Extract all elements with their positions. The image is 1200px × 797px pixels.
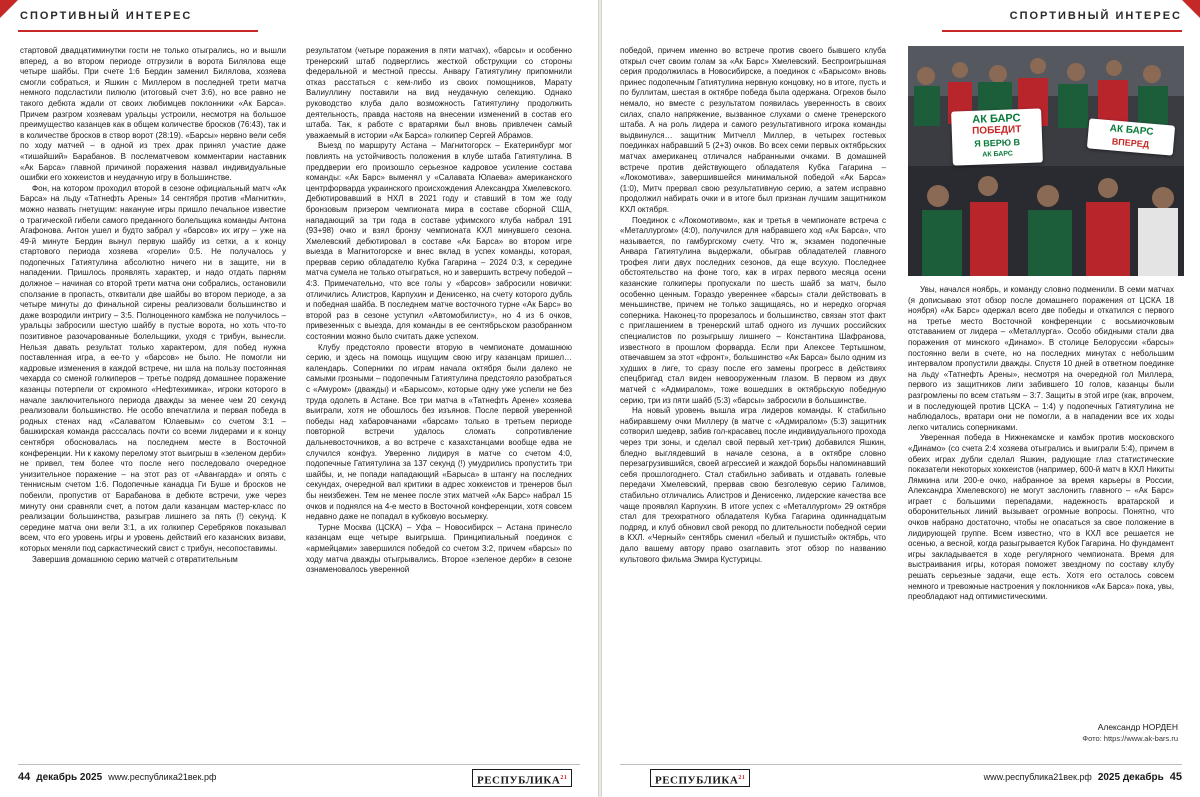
issue-date: 2025 декабрь — [1097, 771, 1164, 783]
paragraph: Поединок с «Локомотивом», как и третья в чемпионате встреча с «Металлургом» (4:0), получился для набравшего ход «Ак Барса», что называется, по гамбургскому счету. Что ж, экзамен подопечные Анвара Гатиятулина выдержали, обыграв обладателей главного трофея лиги двух последних сезонов, да еще всухую. Последнее обстоятельство на фоне того, как в играх первого месяца осени казанские голкиперы пропускали по шесть шайб за матч, было особенно ценным. Гораздо увереннее «барсы» стали действовать в меньшинстве, причем не только защищаясь, но и нередко огорчая соперника. Наконец-то прорезалось и большинство, связан этот факт с приглашением в тренерский штаб одного из лучших российских специалистов по розыгрышу лишнего – Константина Шафранова, известного в прошлом форварда. Если при Алексее Тертышном, отвечавшем за этот «фронт», большинство «Ак Барса» было одним из худших в лиге, то сразу после его замены прогресс в действиях спецбригад стал виден невооруженным глазом. В первом из двух матчей с «Адмиралом», тоже вошедших в октябрьскую победную серию, три из пяти шайб (5:3) «барсы» забросили в большинстве. — [620, 215, 886, 405]
footer-right — [984, 771, 1182, 783]
page-number: 44 — [18, 771, 31, 783]
author-name: Александр НОРДЕН — [1097, 722, 1178, 732]
site-url[interactable]: www.республика21век.рф — [108, 772, 217, 782]
paragraph: Клубу предстояло провести вторую в чемпионате домашнюю серию, и здесь на помощь ищущим свою игру казанцам пришел… календарь. Соперники по играм начала октября были далеко не самыми грозными – подопечным Гатиятулина предстояло разобраться с «Амуром» (дважды) и «Барысом», которые одну уже успели не без труда одолеть в Астане. Все три матча в «Татнефть Арене» хозяева выиграли, хотя не обошлось без изъянов. После первой уверенной победы над хабаровчанами «барсам» только в третьем периоде повторной встречи удалось сломать сопротивление дальневосточников, а во встрече с казахстанцами вообще едва не случился конфуз. Уверенно лидируя в матче со счетом 4:0, подопечные Гатиятулина за 137 секунд (!) умудрились пропустить три шайбы, и, не попади нападающий «Барыса» в штангу на последних секундах, очередной вал критики в адрес хоккеистов и тренеров был бы неизбежен. Тем не менее после этих матчей «Ак Барс» набрал 15 очков и поднялся на 4-е место в Восточной конференции, хотя совсем недавно даже не попадал в кубковую восьмерку. — [306, 342, 572, 522]
brand-name: РЕСПУБЛИКА — [477, 774, 561, 787]
article-column-1 — [20, 46, 286, 750]
article-column-4 — [908, 285, 1174, 705]
sign-line: Я ВЕРЮ В — [974, 137, 1021, 149]
sign-line: ВПЕРЕД — [1111, 136, 1150, 150]
photo-credit: Фото: https://www.ak-bars.ru — [1082, 734, 1178, 743]
rubric-underline — [18, 30, 258, 32]
crowd-illustration — [908, 46, 1184, 276]
sign-line: ПОБЕДИТ — [971, 124, 1022, 137]
brand-logo — [650, 769, 750, 787]
footer-divider — [18, 764, 580, 765]
sign-line: АК БАРС — [972, 112, 1021, 126]
paragraph: Фон, на котором проходил второй в сезоне официальный матч «Ак Барса» на льду «Татнефть Арены» 14 сентября против «Магнитки», можно назвать гнетущим: накануне игры пришло печальное известие о трагической гибели самого преданного болельщика команды Антона Агафонова. Антон ушел и будто забрал у «барсов» их игру – уже на 49-й минуте Бердин вынул первую шайбу из сетки, а к концу стартового периода хозяева «горели» 0:5. Не получалось у подопечных Гатиятулина абсолютно ничего ни в защите, ни в нападении. Пришлось проявлять характер, и надо отдать парням должное – начиная со второй трети матча они собрались, остановили сползание в пропасть, отквитали две шайбы во втором периоде, а за четыре минуты до финальной сирены реализовали большинство и даже возродили интригу – 3:5. Полноценного камбэка не получилось – уральцы забросили шестую шайбу в пустые ворота, но хоть что-то позитивное разочарованные болельщики, уходя с трибун, вынесли. Нельзя давать результат только характером, для побед нужна поставленная игра, а ее-то у «барсов» не было. Не помогли ни кадровые изменения в каждой встрече, ни шла на пользу постоянная чехарда со сменой голкиперов – третье подряд домашнее поражение казанцы потерпели от скромного «Нефтехимика», игроки которого в начале заключительного периода дважды за менее чем 20 секунд реализовали большинство. Не особо впечатлила и первая победа в родных стенах над «Салаватом Юлаевым» со счетом 3:1 – башкирская команда расссалась почти со всеми лидерами и к концу сентября обосновалась на последнем месте в Восточной конференции. Ни к какому перелому этот выигрыш в «зеленом дерби» не привел, тем более что после него последовало очередное унизительное поражение – на этот раз от «Авангарда» и опять с теннисным счетом 1:6. Подопечные канадца Ги Буше и бросков не побеили, пропустив от Барабанова в дебюте встречи, уже через минуту они сравняли счет, а потом дали казанцам мастер-класс по реализации большинства, разыграв лишнего за пять (!) секунд. К середине матча они вели 3:1, а их голкипер Серебряков показывал всем, что его уровень игры и уровень действий его казанских визави, которых меняли под саркастический свист с трибун, несопоставимы. — [20, 183, 286, 553]
brand-logo — [472, 769, 572, 787]
sign-line: АК БАРС — [982, 150, 1014, 159]
paragraph: На новый уровень вышла игра лидеров команды. К стабильно набиравшему очки Миллеру (в матче с «Адмиралом» (5:3) защитник сотворил шедевр, забив гол-красавец после индивидуального прохода через три зоны, и сделал свой первый хет-трик) добавился Яшкин, бледно выглядевший в начале сезона, а в октябре словно перезагрузившийся, своей агрессией и жаждой борьбы напоминавший себя прошлогоднего. Стал стабильно забивать и отдавать голевые передачи Хмелевский, прервав свою безголевую серию Галимов, стабильно отличались Алистров и Денисенко, лидерские качества все чаще проявлял Карпухин. В итоге успех с «Металлургом» 29 октября стал для трехкратного обладателя Кубка Гагарина одиннадцатым подряд, и клуб обновил свой рекорд по длительности победной серии в КХЛ. «Черный» сентябрь сменил «белый и пушистый» октябрь, что дало вашему автору право озаглавить этот обзор по названию культового фильма Эмира Кустурицы. — [620, 406, 886, 564]
right-page — [602, 0, 1200, 797]
paragraph: стартовой двадцатиминутки гости не только отыгрались, но и вышли вперед, а во втором периоде отгрузили в ворота Билялова еще четыре шайбы. При счете 1:6 Бердин заменил Билялова, хозяева смогли собраться, и Яшкин с Миллером в последней трети матча немного подсластили пилюлю (итоговый счет 3:6), но все равно не такого дебюта ждали от своих любимцев поклонники «Ак Барса». Причем разгром хозяевам уральцы устроили, несмотря на большое преимущество казанцев как в общем количестве бросков (76:43), так и в количестве бросков в створ ворот (28:19). «Барсы» нервно вели себя по ходу матчей – в одной из трех драк принял участие даже «тишайший» Барабанов. В послематчевом комментарии наставник «Ак Барса» главной причиной поражения назвал индивидуальные ошибки его хоккеистов и неудачную игру в большинстве. — [20, 46, 286, 183]
paragraph: Выезд по маршруту Астана – Магнитогорск – Екатеринбург мог повлиять на устойчивость положения в клубе штаба Гатиятулина. В преддверии его произошло серьезное кадровое усиление состава команды: «Ак Барс» выменял у «Салавата Юлаева» американского центрфорварда украинского происхождения Александра Хмелевского. Дебютировавший в НХЛ в 2021 году и ставший в том же году бронзовым призером чемпионата мира в составе сборной США, нападающий за три года в составе уфимского клуба набрал 191 (93+98) очко и взял бронзу чемпионата КХЛ минувшего сезона. Хмелевский дебютировал в составе «Ак Барса» во втором игре выезда в Магнитогорске и внес вклад в успех команды, которая, прервав серию обладателю Кубка Гагарина – 2024 0:3, к середине матча сумела не только отыграться, но и завершить встречу победой – 4:3. Примечательно, что все голы у «барсов» забросили новички: отличились Алистров, Карпухин и Денисенко, на счету которого дубль и победная шайба. В последнем матче восточного турне «Ак Барс» во второй раз в сезоне уступил «Автомобилисту», но 4 из 6 очков, привезенных с выезда, для команды в ее сентябрьском разобранном состоянии можно было считать даже успехом. — [306, 141, 572, 342]
footer-left — [18, 771, 216, 783]
issue-date: декабрь 2025 — [36, 771, 103, 783]
fan-sign-believe — [951, 108, 1043, 165]
rubric-title: СПОРТИВНЫЙ ИНТЕРЕС — [1009, 10, 1182, 22]
article-column-2 — [306, 46, 572, 750]
paragraph: Турне Москва (ЦСКА) – Уфа – Новосибирск – Астана принесло казанцам еще четыре выигрыша. Принципиальный поединок с «армейцами» завершился победой со счетом 3:2, причем «барсы» по ходу матча дважды отыгрывались. Второе «зеленое дерби» в сезоне ознаменовалось уверенной — [306, 522, 572, 575]
article-signature — [908, 722, 1178, 744]
fans-photo — [908, 46, 1184, 276]
brand-age: 21 — [560, 775, 568, 781]
paragraph: Завершив домашнюю серию матчей с отвратительным — [32, 554, 238, 564]
site-url[interactable]: www.республика21век.рф — [983, 772, 1092, 782]
footer-divider — [620, 764, 1182, 765]
rubric-title: СПОРТИВНЫЙ ИНТЕРЕС — [20, 10, 193, 22]
paragraph: результатом (четыре поражения в пяти матчах), «барсы» и особенно тренерский штаб подверглись жесткой обструкции со стороны федеральной и местной прессы. Анвару Гатиятулину припомнили отказ расстаться с кем-либо из своих помощников, Марату Валиуллину поставили на вид неудачную селекцию. Однако руководство клуба дало возможность Гатиятулину продолжить деятельность, правда настояв на внесении изменений в состав его штаба. Так, к работе с вратарями был вновь привлечен самый уважаемый в истории «Ак Барса» голкипер Сергей Абрамов. — [306, 46, 572, 140]
corner-accent — [1182, 0, 1200, 18]
brand-name: РЕСПУБЛИКА — [655, 774, 739, 787]
article-column-3 — [620, 46, 886, 750]
brand-age: 21 — [738, 775, 746, 781]
rubric-underline — [942, 30, 1182, 32]
paragraph: Уверенная победа в Нижнекамске и камбэк против московского «Динамо» (со счета 2:4 хозяева отыгрались и выиграли 5:4), причем в обеих играх дубли сделал Яшкин, радующие глаз статистические показатели некоторых хоккеистов (например, 600-й матч в КХЛ Никиты Лямкина или 200-е очко, набранное за время карьеры в России, Александра Хмелевского) не могут заслонить главного – «Ак Барс» играет с большими перепадами, надежность вратарской и оборонительных линий вызывает огромные вопросы. Понятно, что очков набрано достаточно, чтобы не опасаться за свое положение в лидирующей группе. Всем известно, что в КХЛ все решается не осенью, а весной, когда разыгрывается Кубок Гагарина. Но фундамент игры закладывается в ходе регулярного чемпионата. Время для выстраивания игры, которая поможет звездному по составу клубу решать серьезные задачи, еще есть. Хотя его осталось совсем немного и тревожные настроения у поклонников «Ак Барса» пока, увы, преобладают над оптимистическими. — [908, 433, 1174, 602]
paragraph: Увы, начался ноябрь, и команду словно подменили. В семи матчах (я дописываю этот обзор после домашнего поражения от ЦСКА 18 ноября) «Ак Барс» одержал всего две победы и откатился с первого на третье место Восточной конференции с восьмиочковым отставанием от лидера – «Металлурга». Особо обидными стали два поражения от минского «Динамо». В столице Белоруссии «барсы» постоянно вели в счете, но на последних минутах с небольшим интервалом пропустили дважды. Спустя 10 дней в ответном поединке на льду «Татнефть Арены», несмотря на очередной гол Миллера, первого из защитников лиги забившего 10 голов, казанцы были разгромлены по всем статьям – 3:7. Защиты в этой игре (как, впрочем, и в последующей против ЦСКА – 1:4) у подопечных Гатиятулина не наблюдалось, вратари они не помогли, а в нападении все их ходы легко читались соперниками. — [908, 285, 1174, 432]
left-page — [0, 0, 598, 797]
paragraph: победой, причем именно во встрече против своего бывшего клуба открыл счет своим голам за «Ак Барс» Хмелевский. Беспроигрышная серия продолжилась в Новосибирске, а поединок с «Барысом» вновь принес подопечным Гатиятулина нервную концовку, но в итоге, пусть и по буллитам, шестая в октябре победа была одержана. Огрехов было немало, но вместе с результатом появилась уверенность в своих силах, спало напряжение, вызванное слухами о смене тренерского штаба. А на роль лидера и самого результативного игрока команды выдвинулся… защитник Митчелл Миллер, в четырех гостевых поединках набравший 5 (2+3) очков. Во всех семи первых октябрьских матчах американец отличался набранными очками. В домашней встрече против действующего обладателя Кубка Гагарина – «Локомотива», завершившейся минимальной победой «Ак Барса» (1:0), Митч прервал свою результативную серию, а затем исправно продолжил набирать очки и в итоге был признан лучшим защитником КХЛ октября. — [620, 46, 886, 214]
page-number: 45 — [1169, 771, 1182, 783]
sign-line: АК БАРС — [1109, 123, 1154, 138]
corner-accent — [0, 0, 18, 18]
